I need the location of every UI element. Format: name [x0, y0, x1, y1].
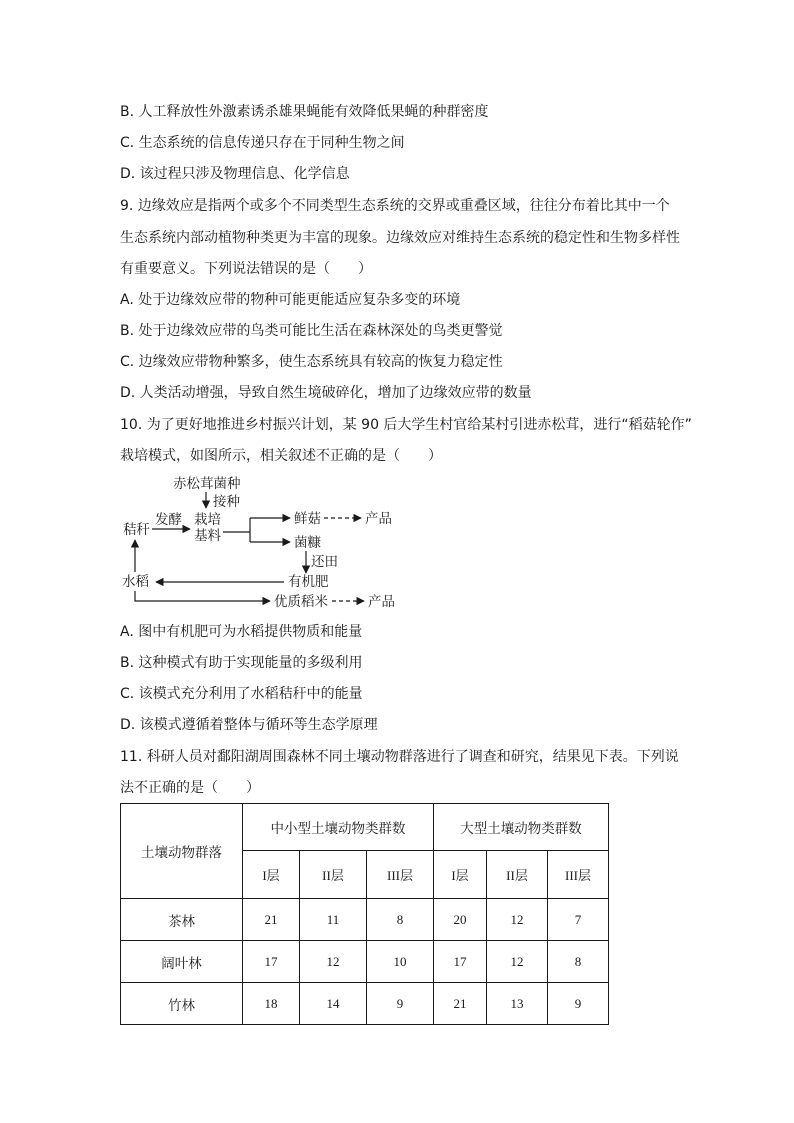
- table-cell: 9: [367, 983, 434, 1025]
- node-shuidao: 水稻: [122, 574, 149, 590]
- table-layer-header: III层: [548, 851, 609, 899]
- table-cell-forest: 阔叶林: [121, 941, 243, 983]
- table-cell: 11: [300, 899, 367, 941]
- q11-stem-line-2: 法不正确的是（ ）: [120, 780, 260, 796]
- soil-animal-table: [120, 803, 609, 1025]
- table-cell: 7: [548, 899, 609, 941]
- table-row-header: 土壤动物群落: [121, 804, 243, 899]
- table-cell: 13: [487, 983, 548, 1025]
- node-junkang: 菌糠: [294, 535, 321, 551]
- table-layer-header: I层: [434, 851, 487, 899]
- table-row: [121, 983, 609, 1025]
- node-youzhidaomi: 优质稻米: [274, 594, 328, 610]
- table-cell-forest: 竹林: [121, 983, 243, 1025]
- table-cell: 14: [300, 983, 367, 1025]
- table-cell: 18: [243, 983, 300, 1025]
- table-cell: 17: [243, 941, 300, 983]
- table-cell: 17: [434, 941, 487, 983]
- node-jiegan: 秸秆: [123, 522, 150, 538]
- q9-option-c: C. 边缘效应带物种繁多，使生态系统具有较高的恢复力稳定性: [120, 354, 503, 370]
- q9-stem-line-3: 有重要意义。下列说法错误的是（ ）: [120, 261, 372, 277]
- q10-option-b: B. 这种模式有助于实现能量的多级利用: [120, 655, 363, 671]
- table-cell: 10: [367, 941, 434, 983]
- node-chanpin-2: 产品: [368, 594, 395, 610]
- table-layer-header: I层: [243, 851, 300, 899]
- label-huantian: 还田: [311, 554, 338, 570]
- table-layer-header: III层: [367, 851, 434, 899]
- table-cell: 12: [300, 941, 367, 983]
- node-xiangu: 鲜菇: [294, 511, 321, 527]
- table-group-header-small: 中小型土壤动物类群数: [243, 804, 434, 851]
- q8-option-c: C. 生态系统的信息传递只存在于同种生物之间: [120, 135, 405, 151]
- node-zaipei: 栽培: [194, 512, 221, 528]
- q11-stem-line-1: 11. 科研人员对鄱阳湖周围森林不同土壤动物群落进行了调查和研究，结果见下表。下列说: [120, 749, 679, 765]
- node-chisongrong-strain: 赤松茸菌种: [173, 476, 241, 492]
- q9-option-b: B. 处于边缘效应带的鸟类可能比生活在森林深处的鸟类更警觉: [120, 323, 503, 339]
- q10-option-c: C. 该模式充分利用了水稻秸秆中的能量: [120, 686, 363, 702]
- table-cell: 12: [487, 899, 548, 941]
- table-cell: 21: [434, 983, 487, 1025]
- table-cell: 8: [367, 899, 434, 941]
- table-layer-header: II层: [300, 851, 367, 899]
- label-fajiao: 发酵: [155, 512, 182, 528]
- table-cell: 20: [434, 899, 487, 941]
- q8-option-b: B. 人工释放性外激素诱杀雄果蝇能有效降低果蝇的种群密度: [120, 104, 489, 120]
- table-cell: 9: [548, 983, 609, 1025]
- q10-option-a: A. 图中有机肥可为水稻提供物质和能量: [120, 624, 363, 640]
- node-chanpin-1: 产品: [365, 511, 392, 527]
- q8-option-d: D. 该过程只涉及物理信息、化学信息: [120, 166, 350, 182]
- q9-stem-line-2: 生态系统内部动植物种类更为丰富的现象。边缘效应对维持生态系统的稳定性和生物多样性: [120, 230, 680, 246]
- arrow-rice-to-quality-rice: [135, 591, 270, 601]
- table-layer-header: II层: [487, 851, 548, 899]
- table-cell: 8: [548, 941, 609, 983]
- rice-mushroom-rotation-diagram: [118, 470, 418, 620]
- node-youjifei: 有机肥: [288, 574, 329, 590]
- q10-option-d: D. 该模式遵循着整体与循环等生态学原理: [120, 717, 378, 733]
- q10-stem-line-1: 10. 为了更好地推进乡村振兴计划，某 90 后大学生村官给某村引进赤松茸，进行“稻菇轮作”: [120, 417, 692, 433]
- table-cell-forest: 茶林: [121, 899, 243, 941]
- table-row: [121, 941, 609, 983]
- table-cell: 21: [243, 899, 300, 941]
- table-cell: 12: [487, 941, 548, 983]
- table-group-header-large: 大型土壤动物类群数: [434, 804, 609, 851]
- node-jiliao: 基料: [194, 528, 221, 544]
- q9-option-a: A. 处于边缘效应带的物种可能更能适应复杂多变的环境: [120, 292, 461, 308]
- q9-option-d: D. 人类活动增强，导致自然生境破碎化，增加了边缘效应带的数量: [120, 385, 532, 401]
- q10-stem-line-2: 栽培模式，如图所示，相关叙述不正确的是（ ）: [120, 448, 442, 464]
- q9-stem-line-1: 9. 边缘效应是指两个或多个不同类型生态系统的交界或重叠区域，往往分布着比其中一个: [120, 198, 670, 214]
- table-row: [121, 899, 609, 941]
- label-jiezhong: 接种: [213, 494, 240, 510]
